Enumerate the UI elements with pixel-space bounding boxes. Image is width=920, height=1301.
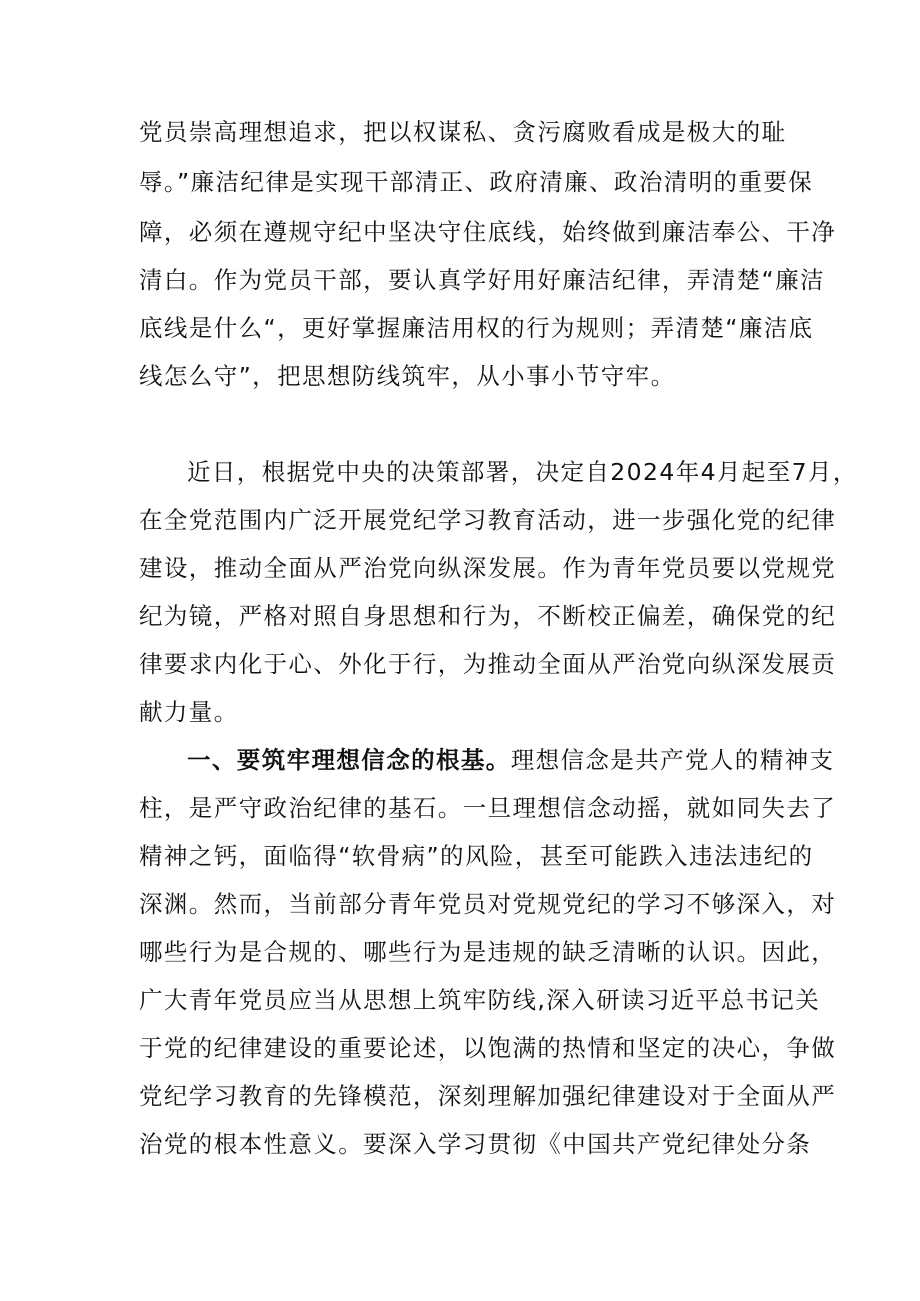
paragraph-3-text: 理想信念是共产党人的精神支 xyxy=(510,746,835,774)
paragraph-3-line: 柱，是严守政治纪律的基石。一旦理想信念动摇，就如同失去了 xyxy=(139,794,837,822)
paragraph-2-line: 律要求内化于心、外化于行，为推动全面从严治党向纵深发展贡 xyxy=(139,650,837,678)
paragraph-2-line: 献力量。 xyxy=(139,698,239,726)
paragraph-1-line: 线怎么守”，把思想防线筑牢，从小事小节守牢。 xyxy=(139,362,676,390)
paragraph-3-first-line xyxy=(187,745,835,775)
section-heading: 一、要筑牢理想信念的根基。 xyxy=(187,746,511,774)
paragraph-1-line: 清白。作为党员干部，要认真学好用好廉洁纪律，弄清楚“廉洁 xyxy=(139,266,825,294)
paragraph-1-line: 党员崇高理想追求，把以权谋私、贪污腐败看成是极大的耻 xyxy=(139,118,787,146)
paragraph-3-line: 广大青年党员应当从思想上筑牢防线,深入研读习近平总书记关 xyxy=(139,986,821,1014)
paragraph-2-line: 近日，根据党中央的决策部署，决定自2024年4月起至7月， xyxy=(187,458,858,486)
paragraph-3-line: 党纪学习教育的先锋模范，深刻理解加强纪律建设对于全面从严 xyxy=(139,1082,837,1110)
paragraph-2-line: 在全党范围内广泛开展党纪学习教育活动，进一步强化党的纪律 xyxy=(139,506,837,534)
paragraph-3-line: 于党的纪律建设的重要论述，以饱满的热情和坚定的决心，争做 xyxy=(139,1034,837,1062)
paragraph-3-line: 精神之钙，面临得“软骨病”的风险，甚至可能跌入违法违纪的 xyxy=(139,842,814,870)
paragraph-2-line: 纪为镜，严格对照自身思想和行为，不断校正偏差，确保党的纪 xyxy=(139,602,837,630)
paragraph-3-line: 哪些行为是合规的、哪些行为是违规的缺乏清晰的认识。因此， xyxy=(139,938,837,966)
paragraph-1-line: 障，必须在遵规守纪中坚决守住底线，始终做到廉洁奉公、干净 xyxy=(139,218,837,246)
paragraph-2-line: 建设，推动全面从严治党向纵深发展。作为青年党员要以党规党 xyxy=(139,554,837,582)
paragraph-3-line: 深渊。然而，当前部分青年党员对党规党纪的学习不够深入，对 xyxy=(139,890,837,918)
paragraph-1-line: 辱。”廉洁纪律是实现干部清正、政府清廉、政治清明的重要保 xyxy=(139,168,814,196)
paragraph-3-line: 治党的根本性意义。要深入学习贯彻《中国共产党纪律处分条 xyxy=(139,1130,812,1158)
paragraph-1-line: 底线是什么“，更好掌握廉洁用权的行为规则；弄清楚“廉洁底 xyxy=(139,314,814,342)
